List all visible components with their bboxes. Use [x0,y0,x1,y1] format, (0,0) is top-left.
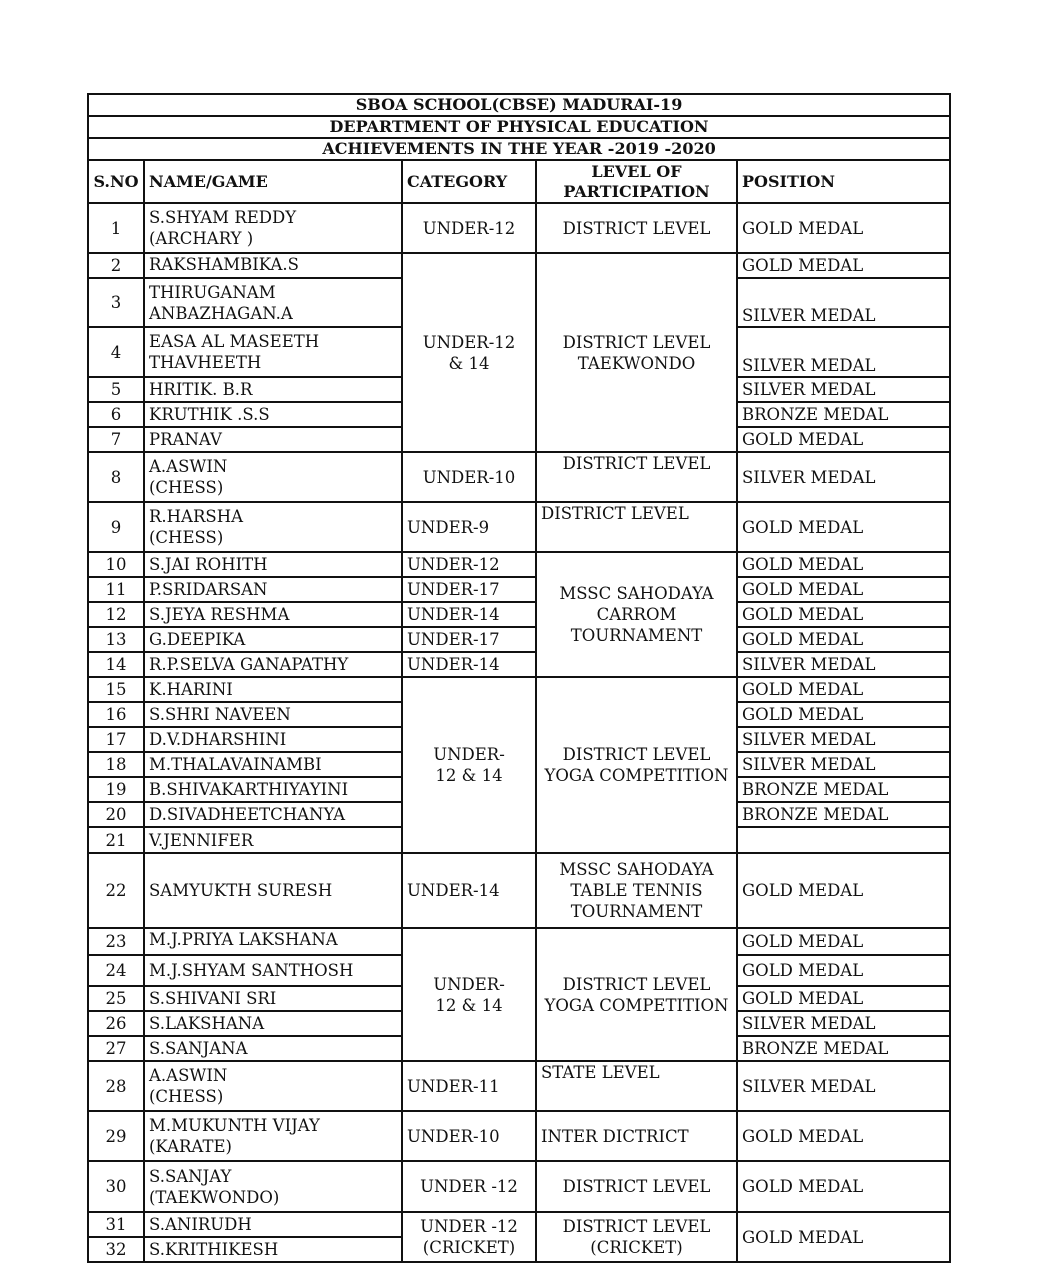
name-cell [144,1161,402,1212]
sno-cell: 18 [88,752,144,777]
table-row [88,853,950,928]
position-cell: BRONZE MEDAL [737,402,950,427]
name-cell: V.JENNIFER [144,827,402,853]
name-line: ANBAZHAGAN.A [149,303,293,323]
column-header-row [88,160,950,203]
table-row [88,253,950,278]
category-line: 12 & 14 [435,995,503,1015]
position-cell: GOLD MEDAL [737,1161,950,1212]
position-cell: SILVER MEDAL [737,327,950,377]
position-cell: GOLD MEDAL [737,1111,950,1161]
table-row [88,1111,950,1161]
position-cell: SILVER MEDAL [737,752,950,777]
sno-cell: 22 [88,853,144,928]
position-cell: GOLD MEDAL [737,677,950,702]
name-cell: S.JEYA RESHMA [144,602,402,627]
name-cell: D.SIVADHEETCHANYA [144,802,402,827]
category-cell: UNDER-14 [402,853,536,928]
table-row [88,552,950,577]
sno-cell: 3 [88,278,144,327]
position-cell: GOLD MEDAL [737,427,950,452]
sno-cell: 6 [88,402,144,427]
table-row [88,677,950,702]
sno-cell: 9 [88,502,144,552]
table-row [88,928,950,955]
level-line: TAEKWONDO [577,353,696,373]
position-cell: SILVER MEDAL [737,452,950,502]
table-row [88,627,950,652]
category-cell: UNDER-10 [402,1111,536,1161]
name-cell: M.THALAVAINAMBI [144,752,402,777]
name-cell: S.ANIRUDH [144,1212,402,1237]
sno-cell: 2 [88,253,144,278]
category-cell [402,677,536,853]
table-row [88,1212,950,1237]
position-cell: GOLD MEDAL [737,1212,950,1262]
position-cell: BRONZE MEDAL [737,1036,950,1061]
col-header-name: NAME/GAME [144,160,402,203]
name-line: A.ASWIN [149,1066,228,1085]
position-cell: SILVER MEDAL [737,1061,950,1111]
name-cell [144,1111,402,1161]
name-cell [144,452,402,502]
position-cell: GOLD MEDAL [737,203,950,253]
category-cell: UNDER -12 [402,1161,536,1212]
level-line: DISTRICT LEVEL [562,1217,711,1236]
level-cell: DISTRICT LEVEL [536,502,737,552]
table-row [88,502,950,552]
name-cell: M.J.PRIYA LAKSHANA [144,928,402,955]
table-row [88,452,950,502]
level-line: DISTRICT LEVEL [562,974,711,994]
name-cell [144,278,402,327]
category-cell: UNDER-17 [402,577,536,602]
category-line: UNDER- [433,745,505,764]
position-cell: SILVER MEDAL [737,1011,950,1036]
name-line: THIRUGANAM [149,282,276,302]
sno-cell: 11 [88,577,144,602]
category-cell: UNDER-10 [402,452,536,502]
name-cell: S.LAKSHANA [144,1011,402,1036]
sno-cell: 31 [88,1212,144,1237]
category-cell [402,253,536,452]
sno-cell: 17 [88,727,144,752]
name-line: THAVHEETH [149,353,262,372]
category-cell: UNDER-17 [402,627,536,652]
position-cell: GOLD MEDAL [737,702,950,727]
table-row [88,1061,950,1111]
col-header-category: CATEGORY [402,160,536,203]
sno-cell: 5 [88,377,144,402]
name-cell: S.SHIVANI SRI [144,986,402,1011]
category-cell: UNDER-9 [402,502,536,552]
level-line: DISTRICT LEVEL [562,745,711,764]
name-line: (TAEKWONDO) [149,1187,280,1207]
school-title: SBOA SCHOOL(CBSE) MADURAI-19 [88,94,950,116]
sno-cell: 27 [88,1036,144,1061]
category-line: UNDER- [433,974,505,994]
category-line: (CRICKET) [422,1238,516,1257]
level-cell: DISTRICT LEVEL [536,203,737,253]
col-header-position: POSITION [737,160,950,203]
name-line: (CHESS) [149,478,224,497]
name-cell: RAKSHAMBIKA.S [144,253,402,278]
position-cell: GOLD MEDAL [737,853,950,928]
name-cell [144,1061,402,1111]
achievements-table [87,93,951,1263]
position-cell: GOLD MEDAL [737,955,950,986]
col-header-sno: S.NO [88,160,144,203]
department-title: DEPARTMENT OF PHYSICAL EDUCATION [88,116,950,138]
sno-cell: 1 [88,203,144,253]
sno-cell: 21 [88,827,144,853]
position-cell: GOLD MEDAL [737,928,950,955]
name-cell [144,502,402,552]
position-cell: SILVER MEDAL [737,652,950,677]
sno-cell: 29 [88,1111,144,1161]
sno-cell: 14 [88,652,144,677]
name-cell [144,203,402,253]
level-cell: DISTRICT LEVEL [536,1161,737,1212]
position-cell: BRONZE MEDAL [737,777,950,802]
name-cell: P.SRIDARSAN [144,577,402,602]
sno-cell: 32 [88,1237,144,1262]
name-line: S.SANJAY [149,1166,232,1186]
level-line: TOURNAMENT [570,626,703,645]
name-line: R.HARSHA [149,507,244,526]
level-cell: STATE LEVEL [536,1061,737,1111]
level-line: YOGA COMPETITION [544,766,729,785]
name-cell: S.JAI ROHITH [144,552,402,577]
name-cell: K.HARINI [144,677,402,702]
position-cell: SILVER MEDAL [737,377,950,402]
sno-cell: 16 [88,702,144,727]
category-cell: UNDER-12 [402,203,536,253]
category-cell [402,1212,536,1262]
sno-cell: 7 [88,427,144,452]
category-line: 12 & 14 [435,766,503,785]
sno-cell: 4 [88,327,144,377]
level-line: MSSC SAHODAYA [559,584,714,603]
sno-cell: 23 [88,928,144,955]
name-line: (ARCHARY ) [149,229,254,248]
sno-cell: 10 [88,552,144,577]
name-line: (CHESS) [149,528,224,547]
name-cell [144,327,402,377]
table-row [88,602,950,627]
sno-cell: 19 [88,777,144,802]
name-line: M.MUKUNTH VIJAY [149,1116,320,1135]
sno-cell: 8 [88,452,144,502]
level-line: DISTRICT LEVEL [562,332,711,352]
position-cell: SILVER MEDAL [737,278,950,327]
level-line: TOURNAMENT [570,902,703,921]
category-cell: UNDER-11 [402,1061,536,1111]
position-cell [737,827,950,853]
name-cell: S.SHRI NAVEEN [144,702,402,727]
name-cell: R.P.SELVA GANAPATHY [144,652,402,677]
category-cell: UNDER-12 [402,552,536,577]
sno-cell: 13 [88,627,144,652]
position-cell: BRONZE MEDAL [737,802,950,827]
position-cell: GOLD MEDAL [737,627,950,652]
level-line: MSSC SAHODAYA [559,860,714,879]
table-row [88,1161,950,1212]
name-line: S.SHYAM REDDY [149,208,297,227]
sno-cell: 12 [88,602,144,627]
position-cell: GOLD MEDAL [737,502,950,552]
level-line: CARROM [596,605,677,624]
table-row [88,577,950,602]
category-line: UNDER -12 [420,1217,518,1236]
name-cell: M.J.SHYAM SANTHOSH [144,955,402,986]
name-line: EASA AL MASEETH [149,332,320,351]
position-cell: GOLD MEDAL [737,602,950,627]
category-cell [402,928,536,1061]
name-line: A.ASWIN [149,457,228,476]
name-cell: S.KRITHIKESH [144,1237,402,1262]
name-cell: G.DEEPIKA [144,627,402,652]
name-cell: B.SHIVAKARTHIYAYINI [144,777,402,802]
name-cell: SAMYUKTH SURESH [144,853,402,928]
level-cell [536,677,737,853]
name-line: (KARATE) [149,1137,232,1156]
table-row [88,652,950,677]
sno-cell: 20 [88,802,144,827]
table-row [88,203,950,253]
level-cell [536,1212,737,1262]
level-line: YOGA COMPETITION [544,995,729,1015]
category-line: & 14 [448,353,490,373]
col-header-level-line2: PARTICIPATION [563,181,710,201]
level-cell [536,552,737,677]
col-header-level-line1: LEVEL OF [591,161,682,181]
name-line: (CHESS) [149,1087,224,1106]
sno-cell: 28 [88,1061,144,1111]
position-cell: GOLD MEDAL [737,552,950,577]
level-cell [536,928,737,1061]
level-cell: INTER DICTRICT [536,1111,737,1161]
name-cell: HRITIK. B.R [144,377,402,402]
sno-cell: 30 [88,1161,144,1212]
sno-cell: 24 [88,955,144,986]
position-cell: SILVER MEDAL [737,727,950,752]
level-cell [536,853,737,928]
category-cell: UNDER-14 [402,602,536,627]
col-header-level [536,160,737,203]
name-cell: D.V.DHARSHINI [144,727,402,752]
sno-cell: 26 [88,1011,144,1036]
level-line: (CRICKET) [590,1238,683,1257]
level-line: TABLE TENNIS [570,881,703,900]
position-cell: GOLD MEDAL [737,986,950,1011]
level-cell: DISTRICT LEVEL [536,452,737,502]
sno-cell: 25 [88,986,144,1011]
category-line: UNDER-12 [422,332,516,352]
sno-cell: 15 [88,677,144,702]
name-cell: S.SANJANA [144,1036,402,1061]
achievements-title: ACHIEVEMENTS IN THE YEAR -2019 -2020 [88,138,950,160]
name-cell: KRUTHIK .S.S [144,402,402,427]
category-cell: UNDER-14 [402,652,536,677]
name-cell: PRANAV [144,427,402,452]
position-cell: GOLD MEDAL [737,253,950,278]
position-cell: GOLD MEDAL [737,577,950,602]
level-cell [536,253,737,452]
